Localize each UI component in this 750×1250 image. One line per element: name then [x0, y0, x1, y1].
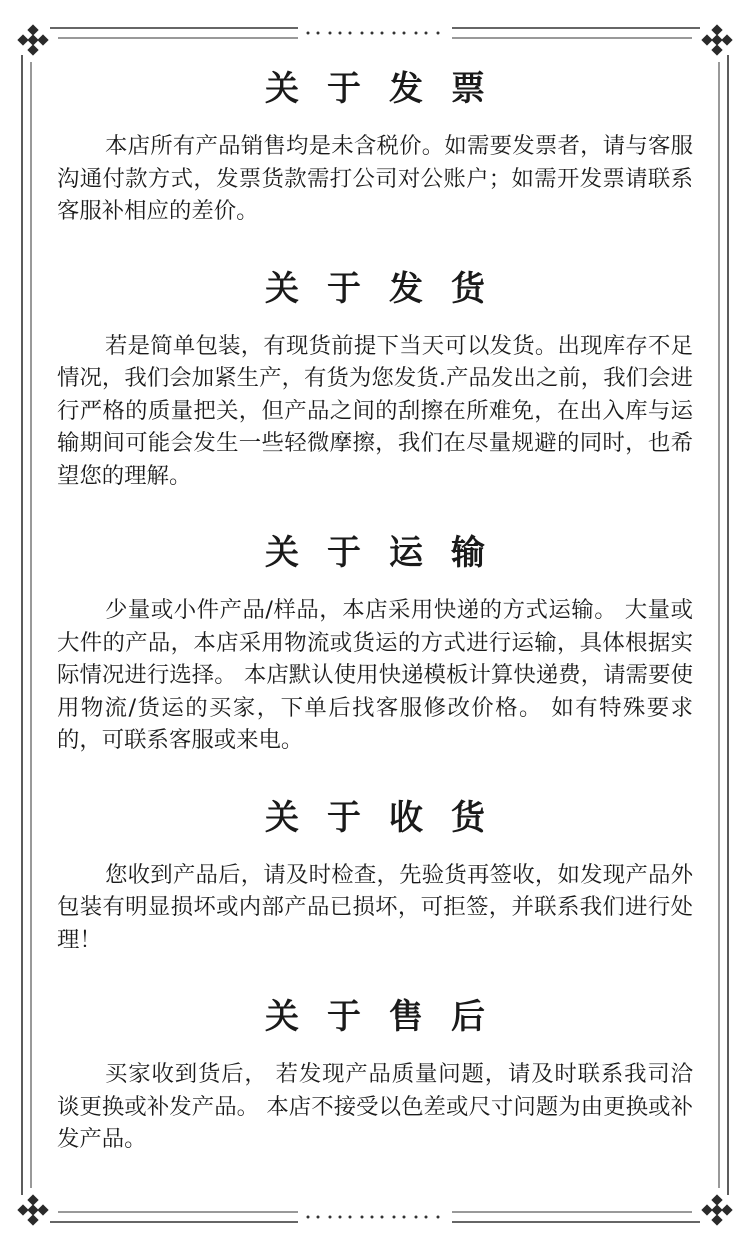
section-invoice — [57, 62, 693, 228]
section-body-shipping: 少量或小件产品/样品，本店采用快递的方式运输。 大量或大件的产品，本店采用物流或货运的方式进行运输，具体根据实际情况进行选择。 本店默认使用快递模板计算快递费，请需要使用物流/货运的买家，下单后找客服修改价格。 如有特殊要求的，可联系客服或来电。 — [57, 597, 693, 753]
section-delivery — [57, 262, 693, 493]
bottom-dots-ornament — [307, 1216, 440, 1219]
section-body-receiving: 您收到产品后，请及时检查，先验货再签收，如发现产品外包装有明显损坏或内部产品已损坏，可拒签，并联系我们进行处理！ — [57, 861, 693, 953]
section-receiving — [57, 791, 693, 957]
bottom-right-diamond-icon — [701, 1194, 732, 1225]
bottom-left-diamond-icon — [17, 1194, 48, 1225]
section-title-delivery: 关于发货 — [265, 268, 513, 309]
section-title-invoice: 关于发票 — [265, 69, 513, 109]
section-shipping — [57, 526, 693, 757]
top-dots-ornament — [307, 32, 440, 35]
section-title-receiving: 关于收货 — [265, 797, 513, 838]
section-title-shipping: 关于运输 — [265, 533, 513, 573]
section-body-invoice: 本店所有产品销售均是未含税价。如需要发票者，请与客服沟通付款方式，发票货款需打公司对公账户；如需开发票请联系客服补相应的差价。 — [57, 133, 693, 224]
section-after-sales — [57, 990, 693, 1156]
section-body-delivery: 若是简单包装，有现货前提下当天可以发货。出现库存不足情况，我们会加紧生产，有货为您发货.产品发出之前，我们会进行严格的质量把关，但产品之间的刮擦在所难免，在出入库与运输期间可能会发生一些轻微摩擦，我们在尽量规避的同时，也希望您的理解。 — [57, 332, 693, 489]
policy-content — [57, 62, 693, 1156]
top-left-diamond-icon — [17, 24, 48, 55]
section-title-after-sales: 关于售后 — [265, 997, 513, 1037]
section-body-after-sales: 买家收到货后， 若发现产品质量问题，请及时联系我司洽谈更换或补发产品。 本店不接受以色差或尺寸问题为由更换或补发产品。 — [57, 1061, 693, 1152]
top-right-diamond-icon — [701, 24, 732, 55]
